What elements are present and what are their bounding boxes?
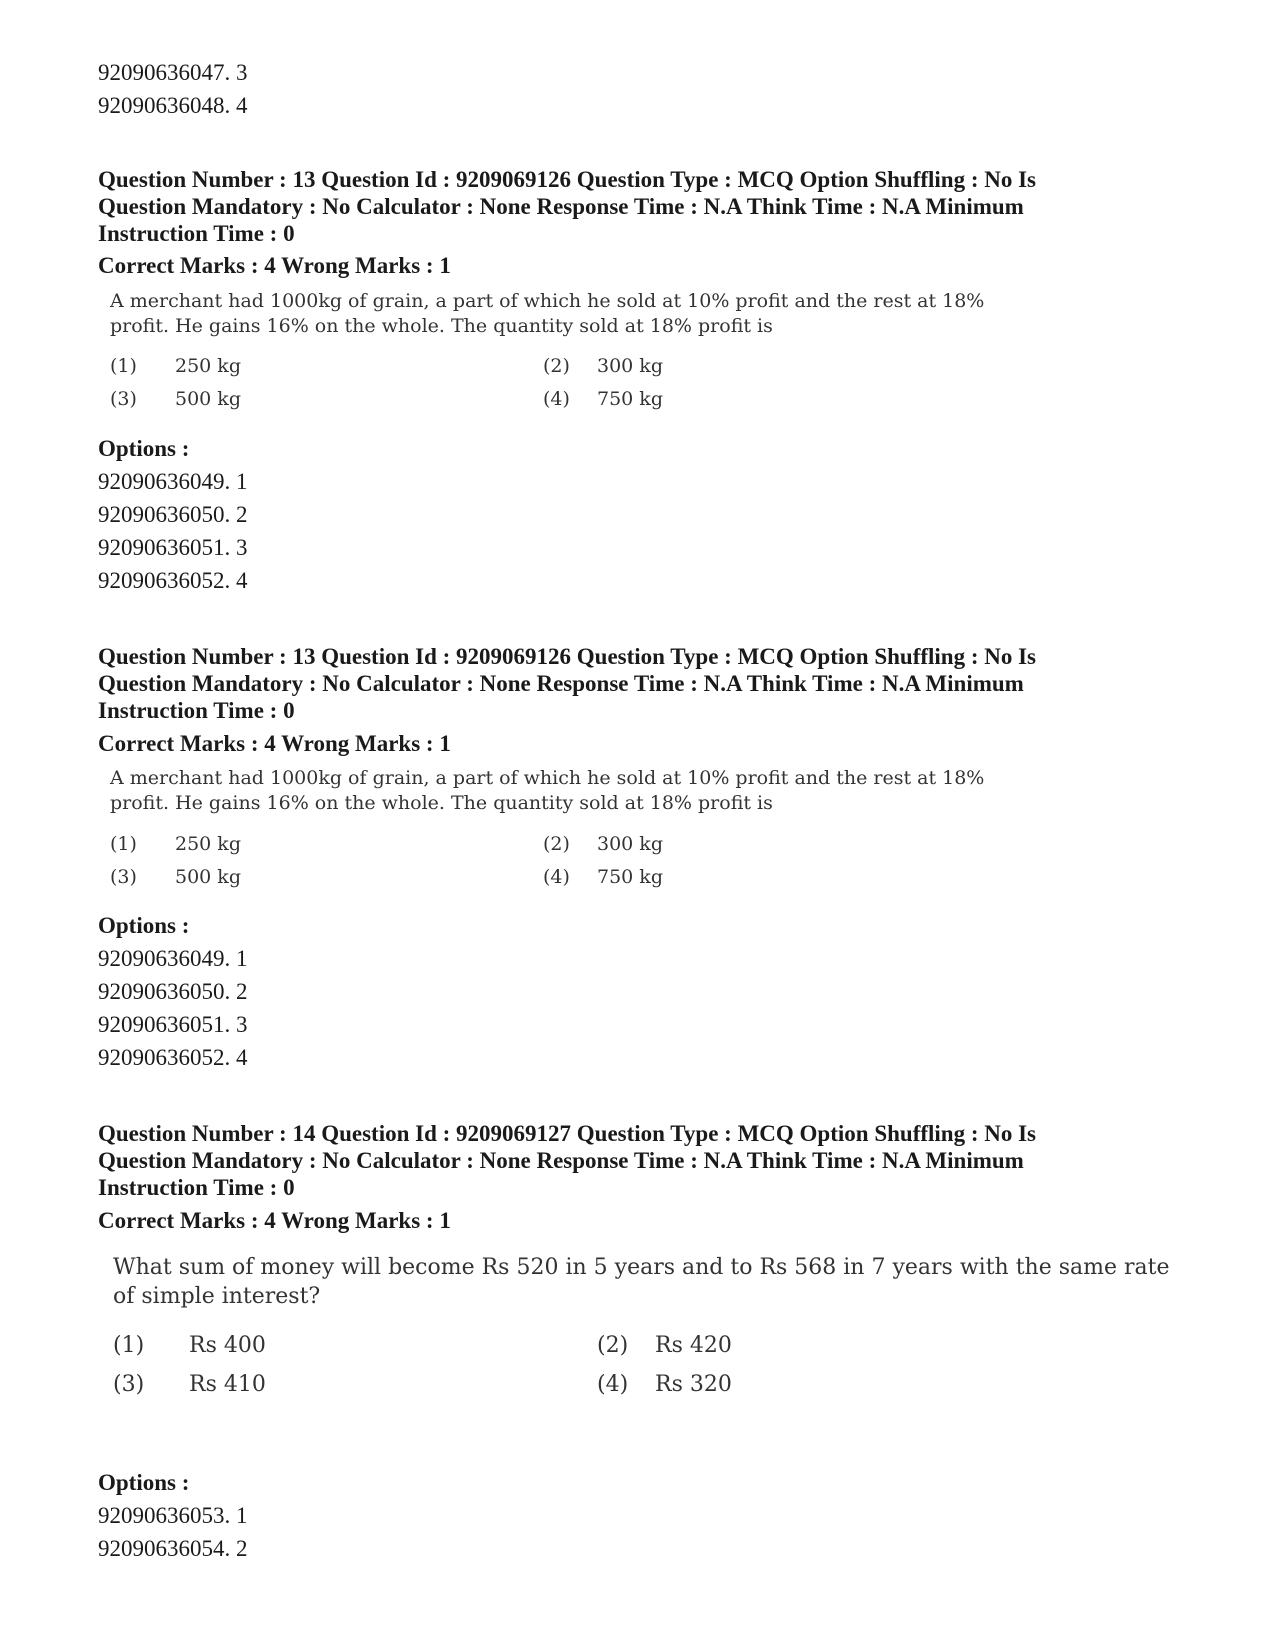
question-header-line: Question Mandatory : No Calculator : None Response Time : N.A Think Time : N.A Minimum xyxy=(98,1148,1024,1173)
choice-number: (2) xyxy=(597,1333,629,1358)
options-label: Options : xyxy=(98,1470,190,1495)
choice-number: (2) xyxy=(543,355,570,377)
marks-line: Correct Marks : 4 Wrong Marks : 1 xyxy=(98,253,451,278)
question-header-line: Question Number : 13 Question Id : 9209069126 Question Type : MCQ Option Shuffling : No Is xyxy=(98,167,1037,192)
option-line: 92090636049. 1 xyxy=(98,469,248,494)
choice-number: (1) xyxy=(110,833,137,855)
options-label: Options : xyxy=(98,913,190,938)
choice-value: Rs 320 xyxy=(655,1372,732,1397)
choice-value: Rs 420 xyxy=(655,1333,732,1358)
option-line: 92090636052. 4 xyxy=(98,1045,248,1070)
choice-number: (3) xyxy=(110,388,137,410)
choice-number: (2) xyxy=(543,833,570,855)
choice-value: 300 kg xyxy=(597,833,663,855)
option-line: 92090636051. 3 xyxy=(98,1012,248,1037)
question-text-line: of simple interest? xyxy=(113,1284,321,1309)
question-header-line: Question Number : 14 Question Id : 9209069127 Question Type : MCQ Option Shuffling : No Is xyxy=(98,1121,1037,1146)
option-line: 92090636049. 1 xyxy=(98,946,248,971)
choice-number: (1) xyxy=(110,355,137,377)
option-line: 92090636050. 2 xyxy=(98,502,248,527)
question-text-line: What sum of money will become Rs 520 in 5 years and to Rs 568 in 7 years with the same rate xyxy=(113,1255,1170,1280)
question-header-line: Question Number : 13 Question Id : 9209069126 Question Type : MCQ Option Shuffling : No Is xyxy=(98,644,1037,669)
question-header-line: Instruction Time : 0 xyxy=(98,698,295,723)
question-text-line: A merchant had 1000kg of grain, a part of which he sold at 10% profit and the rest at 18% xyxy=(110,290,985,312)
choice-value: 750 kg xyxy=(597,866,663,888)
question-text-line: profit. He gains 16% on the whole. The quantity sold at 18% profit is xyxy=(110,792,773,814)
choice-value: Rs 410 xyxy=(189,1372,266,1397)
choice-value: 300 kg xyxy=(597,355,663,377)
choice-value: 750 kg xyxy=(597,388,663,410)
choice-number: (3) xyxy=(110,866,137,888)
option-line: 92090636054. 2 xyxy=(98,1536,248,1561)
choice-value: 250 kg xyxy=(175,833,241,855)
option-line: 92090636053. 1 xyxy=(98,1503,248,1528)
option-line: 92090636052. 4 xyxy=(98,568,248,593)
option-line: 92090636050. 2 xyxy=(98,979,248,1004)
options-label: Options : xyxy=(98,436,190,461)
choice-number: (3) xyxy=(113,1372,145,1397)
question-text-line: A merchant had 1000kg of grain, a part of which he sold at 10% profit and the rest at 18% xyxy=(110,767,985,789)
choice-value: 250 kg xyxy=(175,355,241,377)
question-header-line: Question Mandatory : No Calculator : None Response Time : N.A Think Time : N.A Minimum xyxy=(98,194,1024,219)
choice-value: Rs 400 xyxy=(189,1333,266,1358)
option-line: 92090636047. 3 xyxy=(98,60,248,85)
marks-line: Correct Marks : 4 Wrong Marks : 1 xyxy=(98,1208,451,1233)
choice-number: (1) xyxy=(113,1333,145,1358)
choice-value: 500 kg xyxy=(175,866,241,888)
choice-number: (4) xyxy=(543,866,570,888)
question-header-line: Question Mandatory : No Calculator : None Response Time : N.A Think Time : N.A Minimum xyxy=(98,671,1024,696)
choice-number: (4) xyxy=(597,1372,629,1397)
choice-value: 500 kg xyxy=(175,388,241,410)
marks-line: Correct Marks : 4 Wrong Marks : 1 xyxy=(98,731,451,756)
option-line: 92090636051. 3 xyxy=(98,535,248,560)
question-text-line: profit. He gains 16% on the whole. The quantity sold at 18% profit is xyxy=(110,315,773,337)
option-line: 92090636048. 4 xyxy=(98,93,248,118)
choice-number: (4) xyxy=(543,388,570,410)
question-header-line: Instruction Time : 0 xyxy=(98,221,295,246)
question-header-line: Instruction Time : 0 xyxy=(98,1175,295,1200)
